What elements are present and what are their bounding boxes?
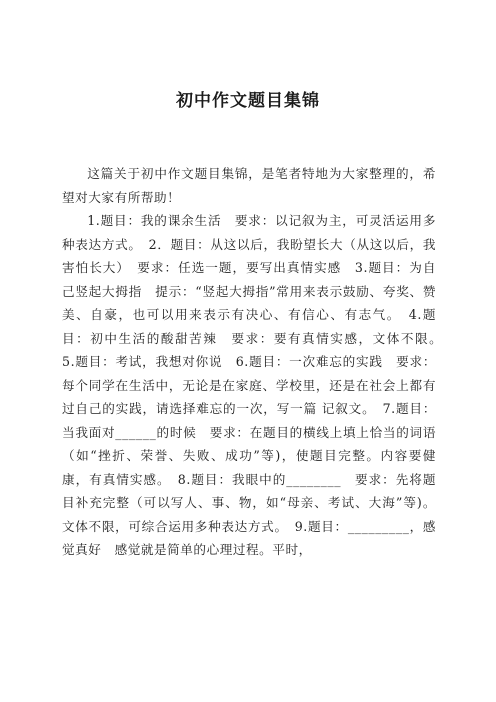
document-body — [62, 162, 450, 562]
intro-paragraph: 这篇关于初中作文题目集锦，是笔者特地为大家整理的，希望对大家有所帮助！ — [62, 166, 436, 205]
document-title: 初中作文题目集锦 — [176, 91, 320, 111]
topics-paragraph: 1.题目：我的课余生活 要求：以记叙为主，可灵活运用多种表达方式。 2．题目：从这以后，我盼望长大（从这以后，我害怕长大） 要求：任选一题，要写出真情实感 3.题目：为自己竖起大拇指 提示：“竖起大拇指”常用来表示鼓励、夸奖、赞美、自豪，也可以用来表示有决心、有信心、有志气。 4.题目：初中生活的酸甜苦辣 要求：要有真情实感，文体不限。 5.题目：考试，我想对你说 6.题目：一次难忘的实践 要求：每个同学在生活中，无论是在家庭、学校里，还是在社会上都有过自己的实践，请选择难忘的一次，写一篇 记叙文。 7.题目：当我面对______的时候 要求：在题目的横线上填上恰当的词语（如“挫折、荣誉、失败、成功”等)，使题目完整。内容要健康，有真情实感。 8.题目：我眼中的________ 要求：先将题目补充完整（可以写人、事、物，如“母亲、考试、大海”等)。文体不限，可综合运用多种表达方式。 9.题目：_________，感觉真好 感觉就是简单的心理过程。平时， — [62, 213, 450, 557]
